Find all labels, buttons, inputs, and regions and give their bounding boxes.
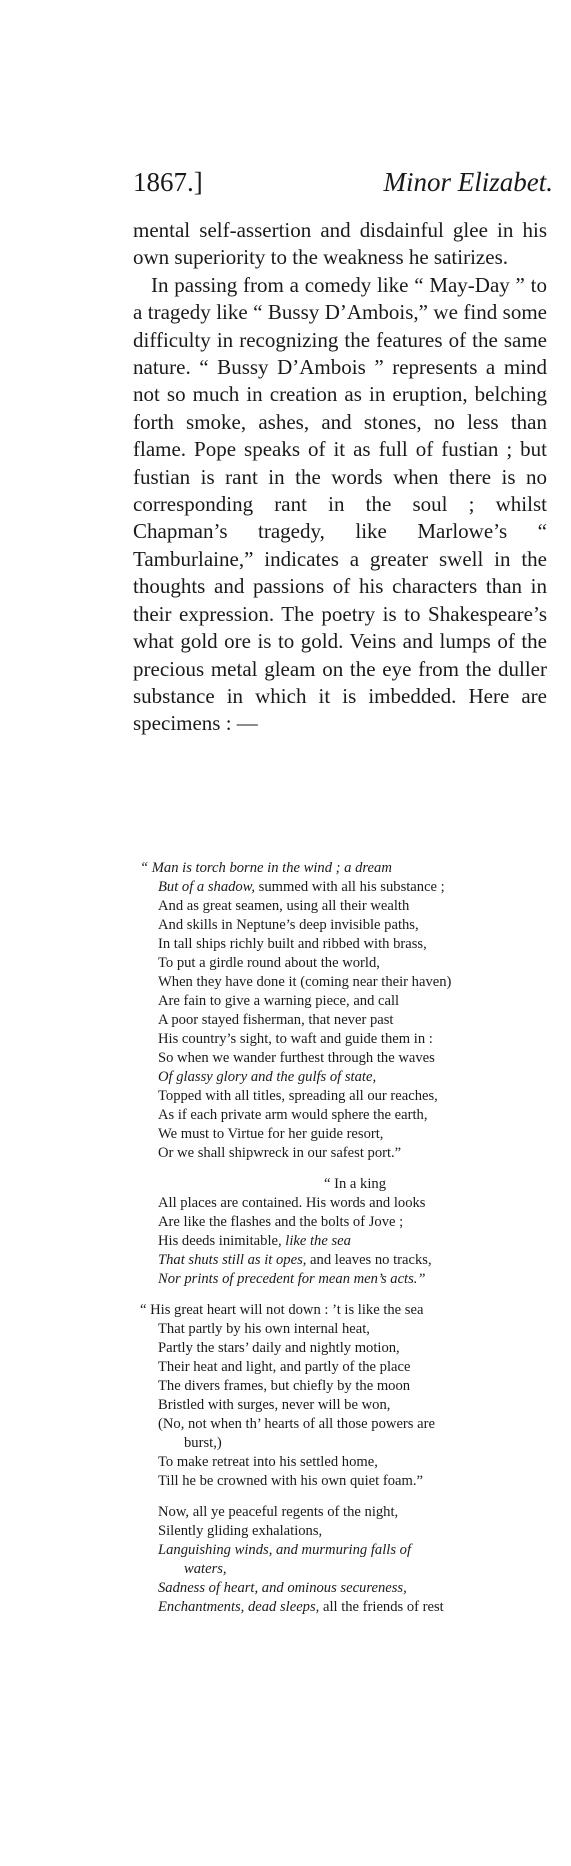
verse-line: Nor prints of precedent for mean men’s acts.” <box>158 1271 426 1287</box>
verse-line: Are like the flashes and the bolts of Jove ; <box>158 1214 404 1230</box>
verse-line <box>140 878 552 897</box>
verse-line: burst,) <box>184 1435 222 1451</box>
verse-line: Languishing winds, and murmuring falls of <box>158 1542 411 1558</box>
verse-line: Till he be crowned with his own quiet foam.” <box>158 1473 423 1489</box>
quote-peaceful-regents <box>140 1503 552 1617</box>
verse-text: and leaves no tracks, <box>306 1252 432 1268</box>
verse-line: And as great seamen, using all their wealth <box>158 898 410 914</box>
verse-line: As if each private arm would sphere the earth, <box>158 1107 428 1123</box>
quote-in-a-king <box>140 1175 552 1289</box>
verse-line: To make retreat into his settled home, <box>158 1454 378 1470</box>
verse-line: Now, all ye peaceful regents of the night, <box>158 1504 399 1520</box>
verse-line: Partly the stars’ daily and nightly motion, <box>158 1340 400 1356</box>
verse-line: In tall ships richly built and ribbed with brass, <box>158 936 427 952</box>
verse-italic-phrase: Enchantments, dead sleeps, <box>158 1599 320 1615</box>
paragraph-bussy-dambois: In passing from a comedy like “ May-Day ” to a tragedy like “ Bussy D’Ambois,” we find some difficulty in recognizing the features of the same nature. “ Bussy D’Ambois ” represents a mind not so much in creation as in eruption, belching forth smoke, ashes, and stones, no less than flame. Pope speaks of it as full of fustian ; but fustian is rant in the words when there is no corresponding rant in the soul ; whilst Chapman’s tragedy, like Marlowe’s “ Tamburlaine,” indicates a greater swell in the thoughts and passions of his characters than in their expression. The poetry is to Shakespeare’s what gold ore is to gold. Veins and lumps of the precious metal gleam on the eye from the duller substance in which it is imbedded. Here are specimens : — <box>133 272 547 736</box>
verse-line: Silently gliding exhalations, <box>158 1523 323 1539</box>
verse-line: The divers frames, but chiefly by the moon <box>158 1378 411 1394</box>
verse-line <box>140 1232 552 1251</box>
verse-line: We must to Virtue for her guide resort, <box>158 1126 384 1142</box>
verse-text: His deeds inimitable, <box>158 1233 286 1249</box>
header-year: 1867.] <box>133 167 203 197</box>
verse-line: All places are contained. His words and looks <box>158 1195 426 1211</box>
page-header <box>133 165 553 199</box>
verse-line <box>140 1598 552 1617</box>
verse-text: all the friends of rest <box>319 1599 444 1615</box>
verse-line: To put a girdle round about the world, <box>158 955 380 971</box>
verse-line: When they have done it (coming near their haven) <box>158 974 452 990</box>
verse-italic-phrase: But of a shadow, <box>158 879 256 895</box>
verse-line: “ His great heart will not down : ’t is like the sea <box>140 1302 424 1318</box>
verse-line: Bristled with surges, never will be won, <box>158 1397 391 1413</box>
verse-line: Sadness of heart, and ominous secureness, <box>158 1580 407 1596</box>
verse-italic-phrase: That shuts still as it opes, <box>158 1252 307 1268</box>
verse-text: summed with all his substance ; <box>255 879 445 895</box>
verse-line: So when we wander furthest through the waves <box>158 1050 435 1066</box>
verse-line: His country’s sight, to waft and guide them in : <box>158 1031 433 1047</box>
verse-line: “ In a king <box>324 1176 387 1192</box>
verse-italic-phrase: like the sea <box>285 1233 351 1249</box>
verse-line: Of glassy glory and the gulfs of state, <box>158 1069 377 1085</box>
verse-quotations <box>140 859 552 1617</box>
paragraph-continued: mental self-assertion and disdainful glee in his own superiority to the weakness he satirizes. <box>133 218 547 270</box>
verse-line: Or we shall shipwreck in our safest port.” <box>158 1145 402 1161</box>
verse-line: That partly by his own internal heat, <box>158 1321 370 1337</box>
verse-line: waters, <box>184 1561 227 1577</box>
quote-great-heart <box>140 1301 552 1491</box>
verse-line: Topped with all titles, spreading all our reaches, <box>158 1088 438 1104</box>
running-title: Minor Elizabet. <box>383 167 553 197</box>
quote-man-is-torch <box>140 859 552 1163</box>
verse-line: Their heat and light, and partly of the place <box>158 1359 411 1375</box>
verse-line: Are fain to give a warning piece, and call <box>158 993 400 1009</box>
verse-line: (No, not when th’ hearts of all those powers are <box>158 1416 435 1432</box>
verse-line: “ Man is torch borne in the wind ; a dream <box>140 860 392 876</box>
body-text <box>133 217 547 738</box>
verse-line: And skills in Neptune’s deep invisible paths, <box>158 917 419 933</box>
verse-line <box>140 1251 552 1270</box>
verse-line: A poor stayed fisherman, that never past <box>158 1012 394 1028</box>
